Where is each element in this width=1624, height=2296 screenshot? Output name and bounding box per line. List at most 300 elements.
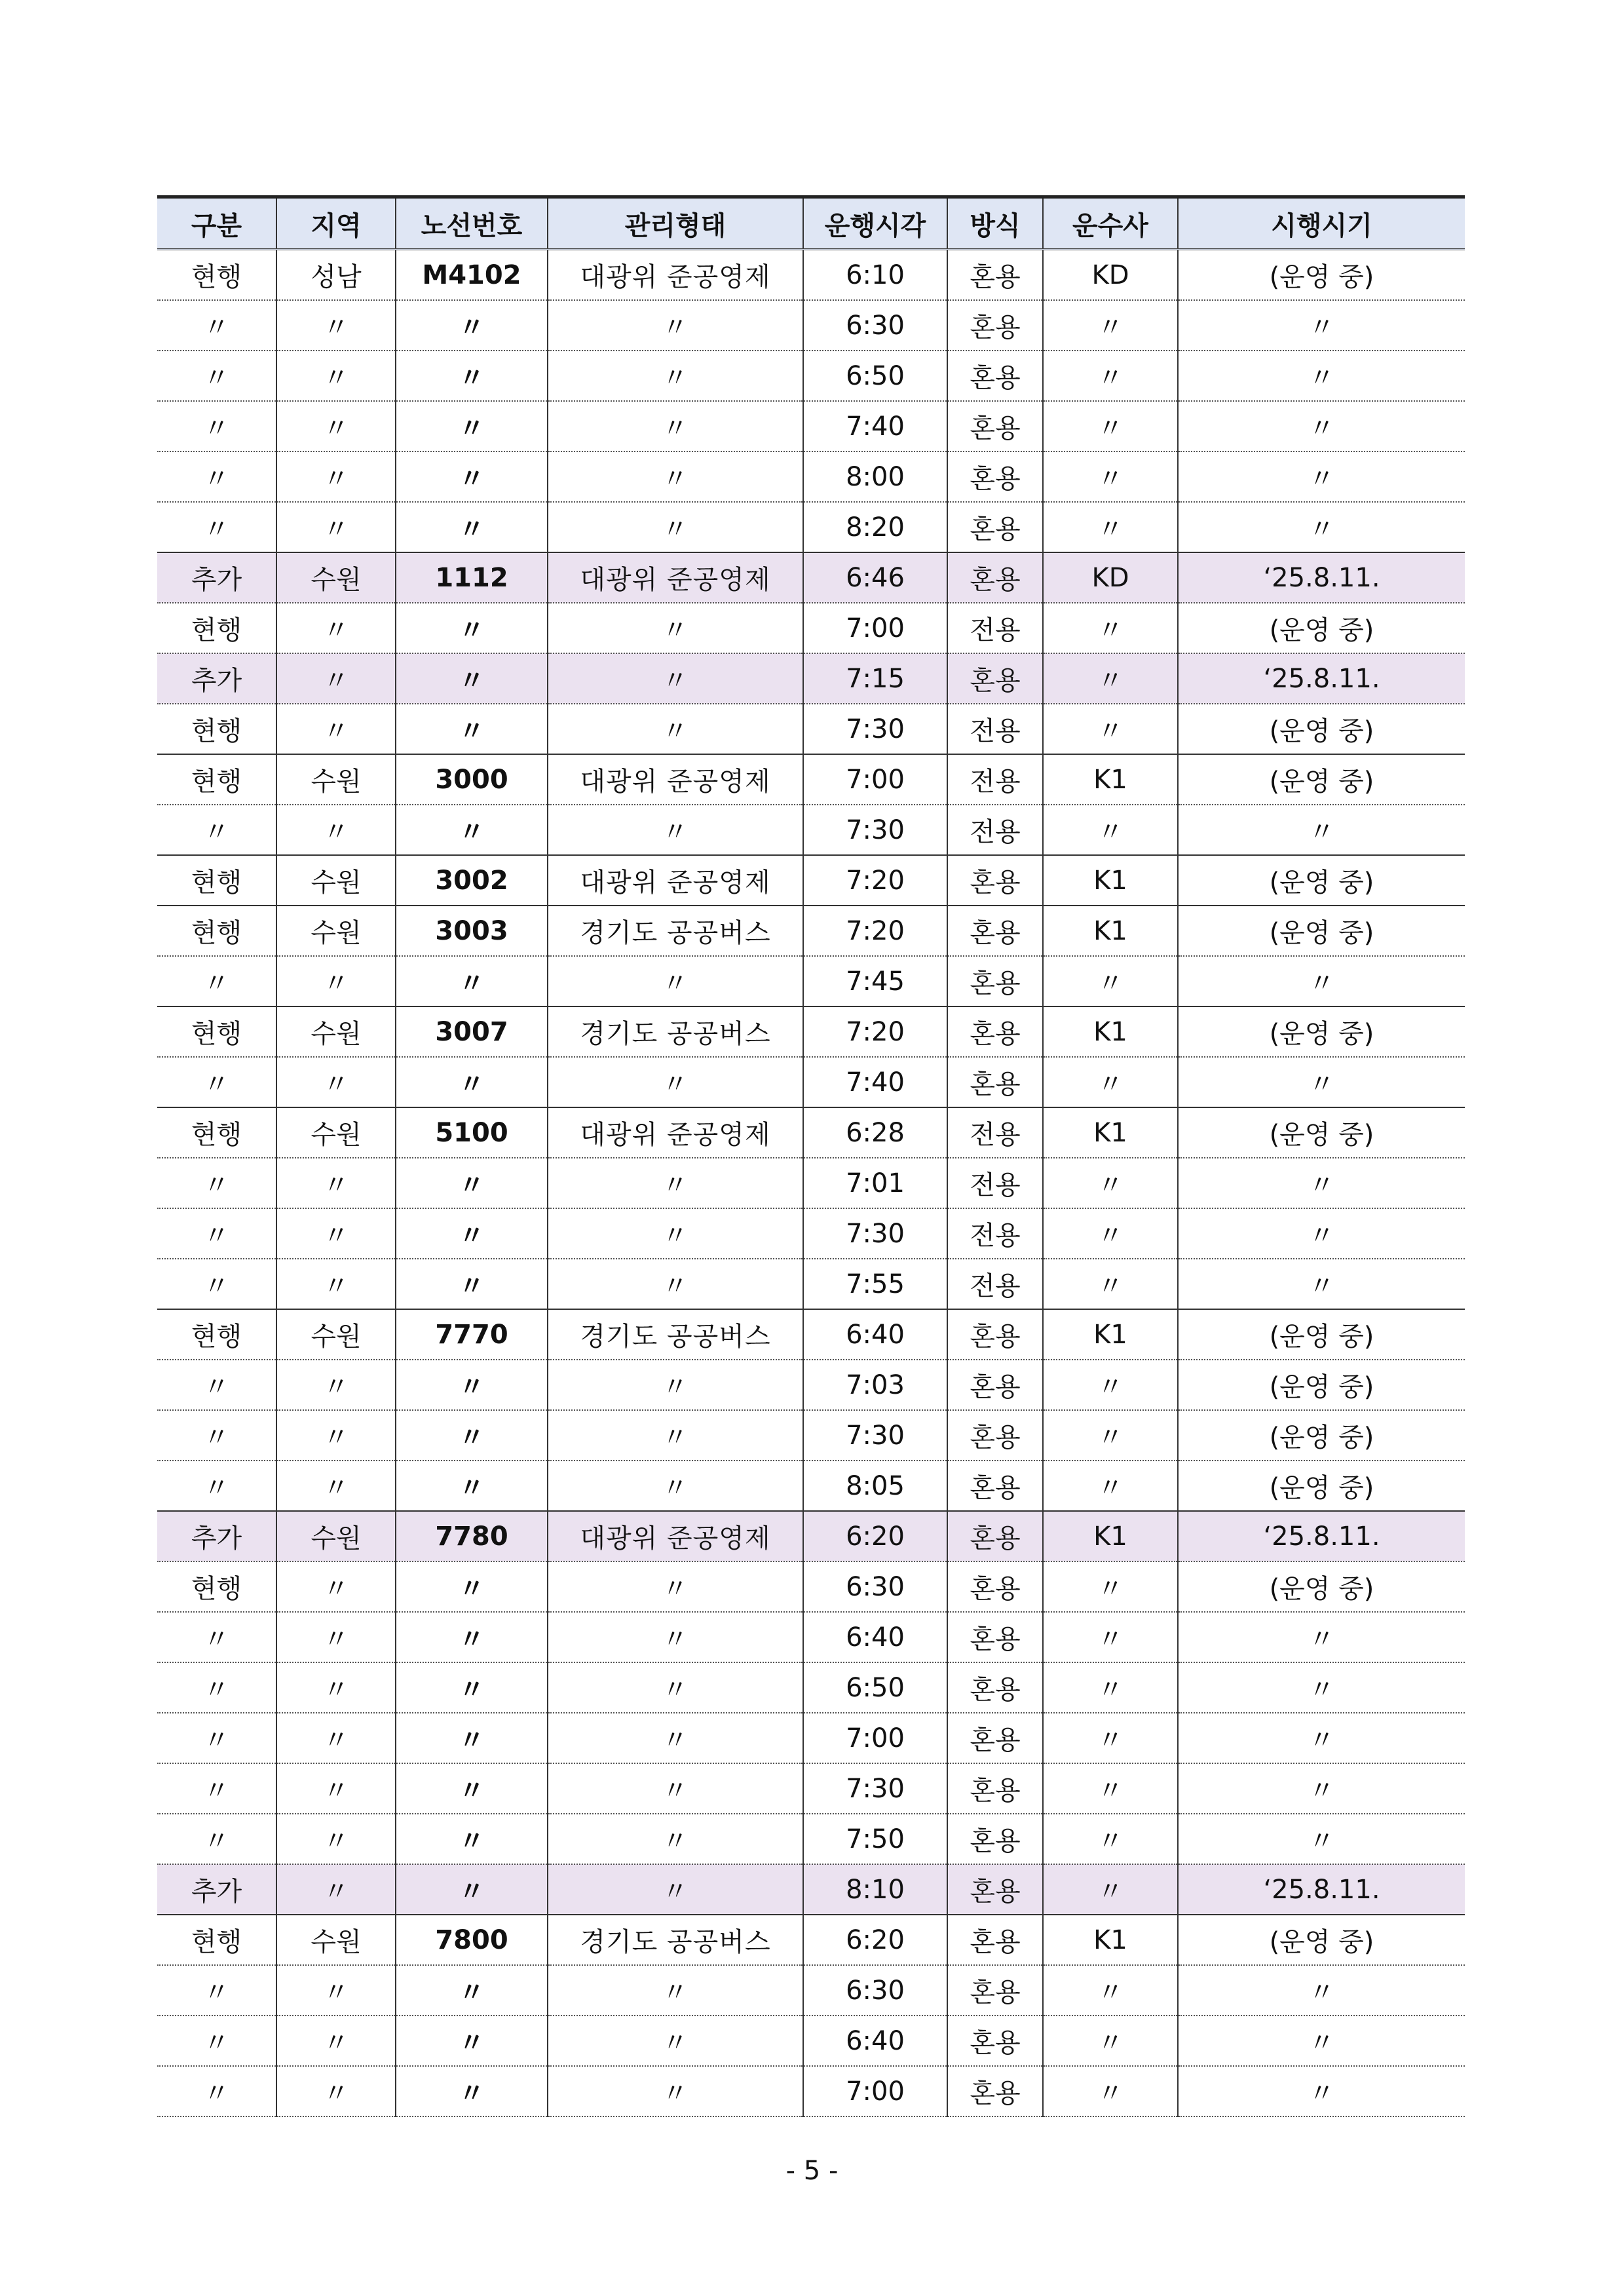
category-cell: 〃 (157, 1662, 276, 1713)
mode-cell: 혼용 (947, 1915, 1043, 1965)
category-cell: 현행 (157, 906, 276, 956)
departure-time-cell: 7:01 (803, 1158, 947, 1208)
region-cell: 수원 (276, 1107, 396, 1158)
route-number-cell: 〃 (396, 401, 548, 451)
category-cell: 〃 (157, 1360, 276, 1410)
management-type-cell: 〃 (548, 1662, 803, 1713)
region-cell: 수원 (276, 552, 396, 603)
mode-cell: 혼용 (947, 1864, 1043, 1915)
operator-cell: K1 (1043, 1006, 1178, 1057)
departure-time-cell: 7:50 (803, 1814, 947, 1864)
departure-time-cell: 8:00 (803, 451, 947, 502)
departure-time-cell: 6:30 (803, 1561, 947, 1612)
route-number-cell: 〃 (396, 1612, 548, 1662)
category-cell: 현행 (157, 1309, 276, 1360)
region-cell: 〃 (276, 1461, 396, 1511)
management-type-cell: 〃 (548, 401, 803, 451)
region-cell: 〃 (276, 704, 396, 754)
category-cell: 〃 (157, 2066, 276, 2116)
category-cell: 현행 (157, 754, 276, 805)
category-cell: 〃 (157, 1612, 276, 1662)
management-type-cell: 〃 (548, 2066, 803, 2116)
region-cell: 〃 (276, 1360, 396, 1410)
effective-date-cell: (운영 중) (1178, 704, 1465, 754)
effective-date-cell: 〃 (1178, 1057, 1465, 1107)
departure-time-cell: 7:45 (803, 956, 947, 1006)
mode-cell: 혼용 (947, 250, 1043, 301)
management-type-cell: 〃 (548, 1158, 803, 1208)
mode-cell: 혼용 (947, 502, 1043, 552)
management-type-cell: 〃 (548, 1259, 803, 1309)
category-cell: 〃 (157, 805, 276, 855)
operator-cell: 〃 (1043, 1360, 1178, 1410)
table-row (157, 1915, 1465, 1965)
operator-cell: 〃 (1043, 1561, 1178, 1612)
table-row (157, 1057, 1465, 1107)
effective-date-cell: (운영 중) (1178, 1360, 1465, 1410)
region-cell: 〃 (276, 1612, 396, 1662)
management-type-cell: 대광위 준공영제 (548, 552, 803, 603)
operator-cell: K1 (1043, 1309, 1178, 1360)
mode-cell: 전용 (947, 805, 1043, 855)
route-number-cell: 〃 (396, 451, 548, 502)
effective-date-cell: ‘25.8.11. (1178, 1864, 1465, 1915)
operator-cell: 〃 (1043, 1763, 1178, 1814)
management-type-cell: 경기도 공공버스 (548, 1915, 803, 1965)
mode-cell: 혼용 (947, 401, 1043, 451)
region-cell: 수원 (276, 906, 396, 956)
departure-time-cell: 7:20 (803, 855, 947, 906)
operator-cell: K1 (1043, 906, 1178, 956)
route-number-cell: 7780 (396, 1511, 548, 1561)
departure-time-cell: 8:10 (803, 1864, 947, 1915)
route-number-cell: 〃 (396, 1410, 548, 1461)
mode-cell: 혼용 (947, 1410, 1043, 1461)
departure-time-cell: 6:30 (803, 1965, 947, 2016)
route-number-cell: 〃 (396, 300, 548, 351)
effective-date-cell: 〃 (1178, 1763, 1465, 1814)
category-cell: 현행 (157, 704, 276, 754)
route-number-cell: 〃 (396, 1713, 548, 1763)
mode-cell: 혼용 (947, 2066, 1043, 2116)
management-type-cell: 〃 (548, 1057, 803, 1107)
mode-cell: 전용 (947, 1208, 1043, 1259)
header-category: 구분 (157, 197, 276, 250)
region-cell: 〃 (276, 1662, 396, 1713)
page-number: - 5 - (785, 2156, 839, 2186)
route-number-cell: 5100 (396, 1107, 548, 1158)
departure-time-cell: 7:20 (803, 1006, 947, 1057)
operator-cell: K1 (1043, 1511, 1178, 1561)
category-cell: 〃 (157, 1410, 276, 1461)
departure-time-cell: 7:03 (803, 1360, 947, 1410)
route-number-cell: 〃 (396, 1360, 548, 1410)
mode-cell: 혼용 (947, 956, 1043, 1006)
management-type-cell: 〃 (548, 1612, 803, 1662)
effective-date-cell: (운영 중) (1178, 1006, 1465, 1057)
operator-cell: K1 (1043, 1107, 1178, 1158)
mode-cell: 전용 (947, 1158, 1043, 1208)
effective-date-cell: (운영 중) (1178, 1410, 1465, 1461)
departure-time-cell: 7:40 (803, 401, 947, 451)
region-cell: 〃 (276, 502, 396, 552)
table-row (157, 351, 1465, 401)
route-number-cell: 7800 (396, 1915, 548, 1965)
table-row (157, 1158, 1465, 1208)
operator-cell: 〃 (1043, 1410, 1178, 1461)
effective-date-cell: ‘25.8.11. (1178, 653, 1465, 704)
effective-date-cell: (운영 중) (1178, 1915, 1465, 1965)
table-row (157, 855, 1465, 906)
mode-cell: 전용 (947, 754, 1043, 805)
mode-cell: 혼용 (947, 1309, 1043, 1360)
operator-cell: 〃 (1043, 401, 1178, 451)
header-operator: 운수사 (1043, 197, 1178, 250)
effective-date-cell: (운영 중) (1178, 1461, 1465, 1511)
mode-cell: 전용 (947, 1107, 1043, 1158)
category-cell: 〃 (157, 1158, 276, 1208)
table-row (157, 1360, 1465, 1410)
departure-time-cell: 6:40 (803, 2016, 947, 2066)
effective-date-cell: ‘25.8.11. (1178, 1511, 1465, 1561)
header-management-type: 관리형태 (548, 197, 803, 250)
table-header-row (157, 197, 1465, 250)
effective-date-cell: (운영 중) (1178, 1107, 1465, 1158)
table-row (157, 1713, 1465, 1763)
mode-cell: 혼용 (947, 351, 1043, 401)
operator-cell: 〃 (1043, 1864, 1178, 1915)
operator-cell: 〃 (1043, 1713, 1178, 1763)
header-departure-time: 운행시각 (803, 197, 947, 250)
departure-time-cell: 7:00 (803, 754, 947, 805)
operator-cell: 〃 (1043, 1612, 1178, 1662)
effective-date-cell: 〃 (1178, 401, 1465, 451)
region-cell: 〃 (276, 2066, 396, 2116)
operator-cell: 〃 (1043, 1662, 1178, 1713)
table-row (157, 502, 1465, 552)
route-number-cell: 1112 (396, 552, 548, 603)
table-row (157, 1763, 1465, 1814)
category-cell: 〃 (157, 300, 276, 351)
management-type-cell: 경기도 공공버스 (548, 1309, 803, 1360)
table-row (157, 603, 1465, 653)
route-number-cell: 〃 (396, 1561, 548, 1612)
table-row (157, 1965, 1465, 2016)
management-type-cell: 〃 (548, 704, 803, 754)
category-cell: 〃 (157, 1763, 276, 1814)
mode-cell: 혼용 (947, 1763, 1043, 1814)
effective-date-cell: 〃 (1178, 805, 1465, 855)
category-cell: 추가 (157, 1511, 276, 1561)
header-region: 지역 (276, 197, 396, 250)
mode-cell: 혼용 (947, 906, 1043, 956)
departure-time-cell: 6:20 (803, 1915, 947, 1965)
management-type-cell: 대광위 준공영제 (548, 1107, 803, 1158)
table-row-added (157, 653, 1465, 704)
effective-date-cell: 〃 (1178, 956, 1465, 1006)
management-type-cell: 대광위 준공영제 (548, 1511, 803, 1561)
effective-date-cell: 〃 (1178, 1814, 1465, 1864)
route-number-cell: 〃 (396, 1763, 548, 1814)
management-type-cell: 〃 (548, 956, 803, 1006)
table-row (157, 1006, 1465, 1057)
departure-time-cell: 7:30 (803, 1208, 947, 1259)
region-cell: 〃 (276, 1561, 396, 1612)
mode-cell: 전용 (947, 603, 1043, 653)
route-number-cell: 〃 (396, 1158, 548, 1208)
management-type-cell: 대광위 준공영제 (548, 855, 803, 906)
region-cell: 〃 (276, 401, 396, 451)
table-row (157, 1410, 1465, 1461)
table-row (157, 451, 1465, 502)
category-cell: 추가 (157, 1864, 276, 1915)
departure-time-cell: 7:30 (803, 805, 947, 855)
category-cell: 추가 (157, 552, 276, 603)
operator-cell: 〃 (1043, 1057, 1178, 1107)
operator-cell: 〃 (1043, 1814, 1178, 1864)
route-number-cell: 〃 (396, 2016, 548, 2066)
operator-cell: 〃 (1043, 1208, 1178, 1259)
effective-date-cell: (운영 중) (1178, 1561, 1465, 1612)
table-row (157, 906, 1465, 956)
mode-cell: 혼용 (947, 1662, 1043, 1713)
table-row (157, 1662, 1465, 1713)
operator-cell: 〃 (1043, 653, 1178, 704)
departure-time-cell: 6:30 (803, 300, 947, 351)
effective-date-cell: (운영 중) (1178, 855, 1465, 906)
operator-cell: 〃 (1043, 603, 1178, 653)
category-cell: 〃 (157, 1461, 276, 1511)
route-number-cell: 〃 (396, 1057, 548, 1107)
table-row (157, 2066, 1465, 2116)
region-cell: 〃 (276, 1864, 396, 1915)
mode-cell: 혼용 (947, 1057, 1043, 1107)
departure-time-cell: 8:05 (803, 1461, 947, 1511)
operator-cell: 〃 (1043, 2066, 1178, 2116)
management-type-cell: 경기도 공공버스 (548, 906, 803, 956)
category-cell: 현행 (157, 250, 276, 301)
table-row (157, 1208, 1465, 1259)
table-row (157, 1461, 1465, 1511)
region-cell: 수원 (276, 1309, 396, 1360)
mode-cell: 혼용 (947, 1561, 1043, 1612)
region-cell: 〃 (276, 2016, 396, 2066)
mode-cell: 혼용 (947, 1461, 1043, 1511)
operator-cell: KD (1043, 250, 1178, 301)
operator-cell: K1 (1043, 754, 1178, 805)
management-type-cell: 대광위 준공영제 (548, 250, 803, 301)
region-cell: 〃 (276, 1814, 396, 1864)
effective-date-cell: 〃 (1178, 1662, 1465, 1713)
management-type-cell: 〃 (548, 1410, 803, 1461)
route-number-cell: 〃 (396, 603, 548, 653)
table-row (157, 1309, 1465, 1360)
bus-schedule-table (157, 195, 1465, 2117)
category-cell: 〃 (157, 401, 276, 451)
region-cell: 수원 (276, 1006, 396, 1057)
category-cell: 〃 (157, 1259, 276, 1309)
table-row (157, 1259, 1465, 1309)
region-cell: 성남 (276, 250, 396, 301)
departure-time-cell: 7:55 (803, 1259, 947, 1309)
route-number-cell: 7770 (396, 1309, 548, 1360)
region-cell: 수원 (276, 1915, 396, 1965)
route-number-cell: 3007 (396, 1006, 548, 1057)
operator-cell: 〃 (1043, 451, 1178, 502)
mode-cell: 혼용 (947, 1360, 1043, 1410)
header-effective-date: 시행시기 (1178, 197, 1465, 250)
region-cell: 〃 (276, 1259, 396, 1309)
effective-date-cell: (운영 중) (1178, 906, 1465, 956)
management-type-cell: 〃 (548, 300, 803, 351)
route-number-cell: 〃 (396, 1461, 548, 1511)
mode-cell: 혼용 (947, 1814, 1043, 1864)
region-cell: 〃 (276, 603, 396, 653)
operator-cell: KD (1043, 552, 1178, 603)
departure-time-cell: 6:28 (803, 1107, 947, 1158)
table-row (157, 754, 1465, 805)
category-cell: 〃 (157, 1814, 276, 1864)
region-cell: 〃 (276, 805, 396, 855)
table-row (157, 300, 1465, 351)
region-cell: 〃 (276, 653, 396, 704)
mode-cell: 혼용 (947, 1965, 1043, 2016)
departure-time-cell: 7:00 (803, 2066, 947, 2116)
route-number-cell: 〃 (396, 1814, 548, 1864)
operator-cell: 〃 (1043, 704, 1178, 754)
category-cell: 〃 (157, 502, 276, 552)
category-cell: 현행 (157, 1107, 276, 1158)
effective-date-cell: 〃 (1178, 300, 1465, 351)
region-cell: 〃 (276, 1410, 396, 1461)
operator-cell: 〃 (1043, 1158, 1178, 1208)
region-cell: 〃 (276, 1158, 396, 1208)
mode-cell: 혼용 (947, 1612, 1043, 1662)
region-cell: 〃 (276, 1965, 396, 2016)
table-row (157, 704, 1465, 754)
route-number-cell: 3003 (396, 906, 548, 956)
category-cell: 〃 (157, 1965, 276, 2016)
effective-date-cell: 〃 (1178, 1259, 1465, 1309)
effective-date-cell: 〃 (1178, 1612, 1465, 1662)
table-row-added (157, 552, 1465, 603)
route-number-cell: 〃 (396, 1864, 548, 1915)
mode-cell: 혼용 (947, 1713, 1043, 1763)
management-type-cell: 〃 (548, 653, 803, 704)
region-cell: 〃 (276, 956, 396, 1006)
operator-cell: K1 (1043, 1915, 1178, 1965)
table-row (157, 401, 1465, 451)
mode-cell: 혼용 (947, 451, 1043, 502)
mode-cell: 혼용 (947, 2016, 1043, 2066)
operator-cell: 〃 (1043, 1259, 1178, 1309)
route-number-cell: 〃 (396, 1259, 548, 1309)
route-number-cell: 〃 (396, 1208, 548, 1259)
effective-date-cell: (운영 중) (1178, 754, 1465, 805)
category-cell: 〃 (157, 2016, 276, 2066)
management-type-cell: 〃 (548, 351, 803, 401)
table-row (157, 1107, 1465, 1158)
region-cell: 〃 (276, 1057, 396, 1107)
category-cell: 〃 (157, 1057, 276, 1107)
management-type-cell: 〃 (548, 1208, 803, 1259)
route-number-cell: 〃 (396, 351, 548, 401)
route-number-cell: 〃 (396, 704, 548, 754)
category-cell: 현행 (157, 1561, 276, 1612)
mode-cell: 혼용 (947, 653, 1043, 704)
departure-time-cell: 7:40 (803, 1057, 947, 1107)
category-cell: 〃 (157, 956, 276, 1006)
operator-cell: 〃 (1043, 1965, 1178, 2016)
table-row (157, 1561, 1465, 1612)
departure-time-cell: 7:30 (803, 1763, 947, 1814)
route-number-cell: 〃 (396, 1662, 548, 1713)
route-number-cell: 〃 (396, 2066, 548, 2116)
mode-cell: 전용 (947, 704, 1043, 754)
effective-date-cell: 〃 (1178, 2066, 1465, 2116)
management-type-cell: 〃 (548, 1814, 803, 1864)
effective-date-cell: 〃 (1178, 1158, 1465, 1208)
departure-time-cell: 6:46 (803, 552, 947, 603)
mode-cell: 혼용 (947, 1006, 1043, 1057)
management-type-cell: 〃 (548, 1360, 803, 1410)
departure-time-cell: 6:50 (803, 351, 947, 401)
effective-date-cell: (운영 중) (1178, 1309, 1465, 1360)
effective-date-cell: 〃 (1178, 502, 1465, 552)
management-type-cell: 〃 (548, 451, 803, 502)
effective-date-cell: ‘25.8.11. (1178, 552, 1465, 603)
mode-cell: 전용 (947, 1259, 1043, 1309)
region-cell: 수원 (276, 754, 396, 805)
management-type-cell: 대광위 준공영제 (548, 754, 803, 805)
management-type-cell: 〃 (548, 2016, 803, 2066)
departure-time-cell: 6:50 (803, 1662, 947, 1713)
header-route-number: 노선번호 (396, 197, 548, 250)
operator-cell: 〃 (1043, 300, 1178, 351)
management-type-cell: 〃 (548, 1713, 803, 1763)
effective-date-cell: 〃 (1178, 1208, 1465, 1259)
departure-time-cell: 6:40 (803, 1612, 947, 1662)
mode-cell: 혼용 (947, 552, 1043, 603)
category-cell: 추가 (157, 653, 276, 704)
management-type-cell: 〃 (548, 1763, 803, 1814)
table-row-added (157, 1511, 1465, 1561)
route-number-cell: 3000 (396, 754, 548, 805)
effective-date-cell: (운영 중) (1178, 250, 1465, 301)
mode-cell: 혼용 (947, 1511, 1043, 1561)
effective-date-cell: 〃 (1178, 1965, 1465, 2016)
operator-cell: 〃 (1043, 351, 1178, 401)
departure-time-cell: 6:40 (803, 1309, 947, 1360)
effective-date-cell: 〃 (1178, 1713, 1465, 1763)
header-mode: 방식 (947, 197, 1043, 250)
management-type-cell: 〃 (548, 1864, 803, 1915)
management-type-cell: 〃 (548, 603, 803, 653)
table-body (157, 250, 1465, 2117)
table-row (157, 1814, 1465, 1864)
operator-cell: 〃 (1043, 956, 1178, 1006)
departure-time-cell: 7:15 (803, 653, 947, 704)
region-cell: 〃 (276, 351, 396, 401)
operator-cell: 〃 (1043, 1461, 1178, 1511)
management-type-cell: 〃 (548, 1561, 803, 1612)
route-number-cell: 3002 (396, 855, 548, 906)
region-cell: 〃 (276, 1208, 396, 1259)
table-row-added (157, 1864, 1465, 1915)
departure-time-cell: 7:00 (803, 603, 947, 653)
table-row (157, 805, 1465, 855)
category-cell: 현행 (157, 855, 276, 906)
